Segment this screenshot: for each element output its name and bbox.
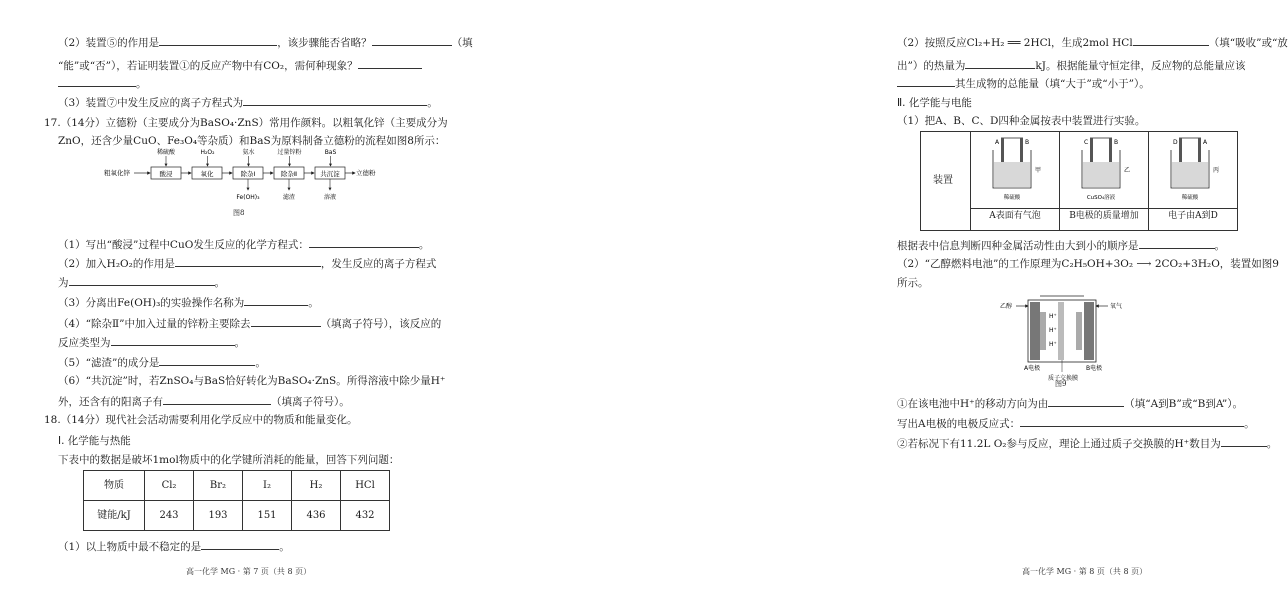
flow-reagent: H₂O₂	[200, 149, 215, 156]
beaker-tag: 丙	[1213, 167, 1220, 174]
text-line: （1）写出“酸浸”过程中CuO发生反应的化学方程式： 。	[58, 239, 430, 251]
flow-output: 溶液	[323, 194, 337, 201]
text-line: ①在该电池中H⁺的移动方向为由 （填“A到B”或“B到A”）。	[897, 398, 1243, 410]
table-header: H₂	[292, 471, 341, 501]
text-line: 出”）的热量为 kJ。根据能量守恒定律，反应物的总能量应该	[897, 60, 1246, 72]
flow-end: 立德粉	[356, 169, 376, 177]
experiment-cell	[971, 132, 1059, 230]
table-header: Cl₂	[145, 471, 194, 501]
electrode-label: D	[1173, 139, 1178, 146]
text-line: 为 。	[58, 277, 225, 289]
text-line: 所示。	[897, 277, 929, 289]
electrode-label: B	[1025, 139, 1030, 146]
electrode-label: A	[995, 139, 1000, 146]
section-heading: Ⅰ. 化学能与热能	[58, 435, 131, 447]
flow-reagent: BaS	[324, 149, 337, 156]
figure-8-caption: 图8	[233, 209, 245, 217]
table-header: Br₂	[194, 471, 243, 501]
exp-label: 装置	[933, 175, 953, 186]
table-cell: 436	[292, 501, 341, 531]
ion-label: H⁺	[1049, 313, 1057, 320]
page-footer: 高一化学 MG · 第 8 页（共 8 页）	[1022, 567, 1148, 576]
text-line: ②若标况下有11.2L O₂参与反应，理论上通过质子交换膜的H⁺数目为 。	[897, 438, 1278, 450]
table-header-label: 物质	[84, 471, 145, 501]
electrode-label: A	[1203, 139, 1208, 146]
text-line: （3）分离出Fe(OH)₃的实验操作名称为 。	[58, 297, 319, 309]
flow-step-label: 酸浸	[159, 170, 173, 178]
solution-label: 稀硫酸	[1003, 195, 1021, 201]
text-line: （1）以上物质中最不稳定的是 。	[58, 541, 290, 553]
left-page	[0, 0, 473, 592]
table-row-label: 键能/kJ	[84, 501, 145, 531]
bond-energy-table	[83, 470, 390, 531]
membrane-label: 质子交换膜	[1048, 375, 1079, 382]
page-footer: 高一化学 MG · 第 7 页（共 8 页）	[186, 567, 312, 576]
flow-start: 粗氧化锌	[104, 169, 130, 177]
fuel-label: 乙醇	[1000, 303, 1013, 310]
flow-diagram	[104, 146, 394, 206]
solution-label: CuSO₄溶液	[1086, 195, 1116, 201]
text-line: （4）“除杂Ⅱ”中加入过量的锌粉主要除去 （填离子符号），该反应的	[58, 318, 442, 330]
ion-label: H⁺	[1049, 341, 1057, 348]
electrode-b-label: B电极	[1086, 365, 1103, 372]
text-line: （2）“乙醇燃料电池”的工作原理为C₂H₅OH+3O₂ ⟶ 2CO₂+3H₂O，装置如图9	[897, 258, 1279, 270]
text-line: 外，还含有的阳离子有 （填离子符号）。	[58, 396, 350, 408]
table-cell: 193	[194, 501, 243, 531]
beaker-diagram	[1149, 132, 1237, 208]
text-line: ZnO，还含少量CuO、Fe₃O₄等杂质）和BaS为原料制备立德粉的流程如图8所示：	[58, 135, 446, 147]
flow-reagent: 氨水	[242, 149, 255, 156]
fuel-cell-diagram	[990, 290, 1130, 386]
beaker-tag: 乙	[1124, 167, 1131, 174]
flow-reagent: 过量锌粉	[277, 149, 302, 156]
flow-step-label: 除杂Ⅱ	[280, 170, 298, 178]
ion-label: H⁺	[1049, 327, 1057, 334]
electrode-label: C	[1084, 139, 1089, 146]
table-cell: 432	[341, 501, 390, 531]
experiment-table	[920, 131, 1238, 231]
table-header: HCl	[341, 471, 390, 501]
table-cell: 243	[145, 501, 194, 531]
question-17: 17.（14分）立德粉（主要成分为BaSO₄·ZnS）常用作颜料。以粗氧化锌（主要成分为	[44, 117, 448, 129]
text-line: （6）“共沉淀”时，若ZnSO₄与BaS恰好转化为BaSO₄·ZnS。所得溶液中除少量H⁺	[58, 375, 446, 387]
text-line: 反应类型为 。	[58, 337, 245, 349]
experiment-result: B电极的质量增加	[1069, 211, 1139, 221]
flow-reagent: 稀硫酸	[156, 149, 176, 156]
question-18: 18.（14分）现代社会活动需要利用化学反应中的物质和能量变化。	[44, 414, 358, 426]
right-page	[430, 0, 1288, 592]
flow-output: Fe(OH)₃	[236, 194, 260, 201]
text-line: “能”或“否”），若证明装置①的反应产物中有CO₂，需何种现象？	[58, 59, 422, 72]
text-line: （2）装置⑤的作用是 ，该步骤能否省略？ （填	[58, 37, 473, 49]
text-line: （3）装置⑦中发生反应的离子方程式为 。	[58, 97, 438, 109]
experiment-cell	[1060, 132, 1148, 230]
electrode-a-label: A电极	[1024, 365, 1041, 372]
text-line: 根据表中信息判断四种金属活动性由大到小的顺序是 。	[897, 240, 1225, 252]
text-line: 写出A电极的电极反应式： 。	[897, 418, 1255, 430]
text-line: （2）加入H₂O₂的作用是 ，发生反应的离子方程式	[58, 258, 437, 270]
figure-9-caption: 图9	[1055, 380, 1067, 388]
flow-step-label: 氧化	[200, 170, 214, 178]
flow-output: 滤渣	[282, 194, 296, 201]
experiment-cell	[1149, 132, 1237, 230]
text-line: （2）按照反应Cl₂+H₂ ══ 2HCl，生成2mol HCl （填“吸收”或“放	[897, 37, 1288, 49]
beaker-tag: 甲	[1035, 167, 1042, 174]
beaker-diagram	[1060, 132, 1148, 208]
table-cell: 151	[243, 501, 292, 531]
oxygen-label: 氧气	[1110, 303, 1123, 310]
experiment-result: 电子由A到D	[1168, 211, 1218, 221]
experiment-result: A表面有气泡	[989, 211, 1041, 221]
text-line: （5）“滤渣”的成分是 。	[58, 357, 266, 369]
flow-step-label: 除杂Ⅰ	[240, 170, 256, 178]
text-line: 。	[58, 77, 147, 90]
solution-label: 稀硫酸	[1181, 195, 1199, 201]
text-line: （1）把A、B、C、D四种金属按表中装置进行实验。	[897, 115, 1146, 127]
beaker-diagram	[971, 132, 1059, 208]
flow-step-label: 共沉淀	[320, 170, 340, 178]
section-heading: Ⅱ. 化学能与电能	[897, 97, 972, 109]
electrode-label: B	[1114, 139, 1119, 146]
text-line: 其生成物的总能量（填“大于”或“小于”）。	[897, 77, 1150, 90]
table-header: I₂	[243, 471, 292, 501]
text-line: 下表中的数据是破坏1mol物质中的化学键所消耗的能量，回答下列问题：	[58, 454, 400, 466]
